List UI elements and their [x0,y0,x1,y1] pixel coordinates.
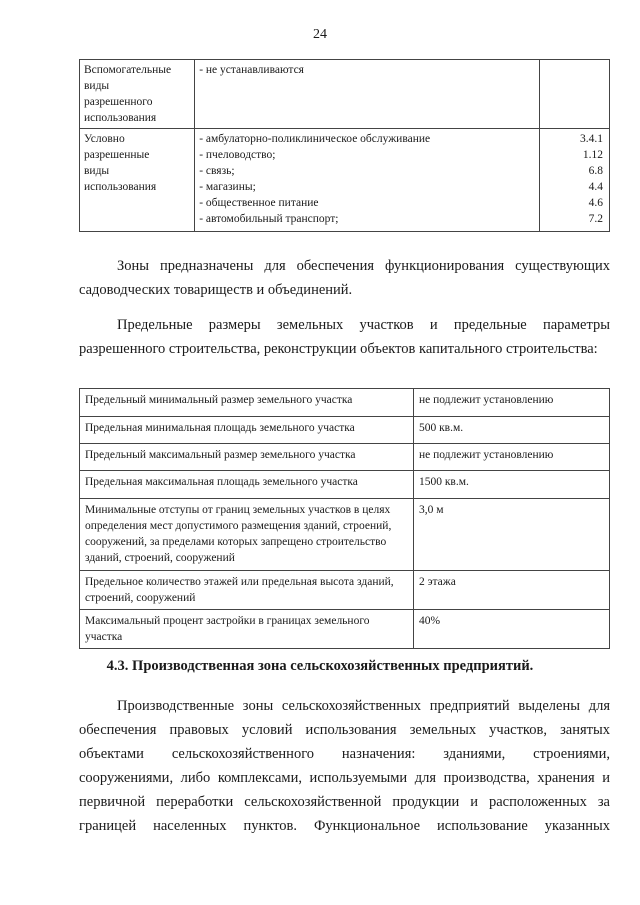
use-code: 7.2 [588,213,603,225]
use-category-cell [80,60,195,129]
param-value-cell: 1500 кв.м. [413,471,609,499]
use-item: - связь; [199,165,235,177]
param-name-cell: Предельная максимальная площадь земельного участка [80,471,414,499]
category-line: разрешенные [84,149,150,161]
param-name-cell: Предельная минимальная площадь земельного участка [80,417,414,444]
table-row [80,129,610,232]
category-line: виды [84,165,110,177]
table-row [80,444,610,471]
param-value-cell: не подлежит установлению [413,389,609,417]
table-row [80,60,610,129]
category-line: Вспомогательные [84,64,172,76]
use-items-cell [195,60,540,129]
use-item: - общественное питание [199,197,319,209]
use-code: 3.4.1 [580,133,603,145]
category-line: разрешенного [84,96,153,108]
param-name-cell: Предельный минимальный размер земельного участка [80,389,414,417]
table-row [80,499,610,571]
param-value-cell: не подлежит установлению [413,444,609,471]
category-line: Условно [84,133,125,145]
use-category-cell [80,129,195,232]
section-heading: 4.3. Производственная зона сельскохозяйственных предприятий. [106,658,534,674]
category-line: использования [84,181,157,193]
use-codes-cell [540,129,610,232]
use-item: - автомобильный транспорт; [199,213,339,225]
use-items-cell [195,129,540,232]
category-line: использования [84,112,157,124]
param-name-cell: Минимальные отступы от границ земельных участков в целях определения мест допустимого размещения зданий, строений, сооружений, за пределами которых запрещено строительство зданий, строений, сооружений [80,499,414,571]
use-code: 1.12 [582,149,603,161]
param-value-cell: 2 этажа [413,571,609,610]
table-row [80,417,610,444]
use-code: 6.8 [588,165,603,177]
page-number: 24 [313,27,327,42]
param-value-cell: 40% [413,610,609,649]
use-code: 4.4 [588,181,603,193]
table-row [80,389,610,417]
zones-purpose-paragraph: Зоны предназначены для обеспечения функционирования существующих садоводческих товариществ и объединений. [79,258,610,298]
permitted-uses-table [79,59,610,232]
use-item: - амбулаторно-поликлиническое обслуживание [199,133,431,145]
section-body-paragraph: Производственные зоны сельскохозяйственных предприятий выделены для обеспечения правовых условий использования земельных участков, занятых объектами сельскохозяйственного назначения: зданиями, строениями, сооружениями, либо комплексами, используемыми для производства, хранения и первичной переработки сельскохозяйственной продукции и расположенных за границей населенных пунктов. Функциональное использование указанных [79,698,610,834]
parameters-table [79,388,610,649]
param-name-cell: Предельное количество этажей или предельная высота зданий, строений, сооружений [80,571,414,610]
use-codes-cell [540,60,610,129]
category-line: виды [84,80,110,92]
param-name-cell: Максимальный процент застройки в границах земельного участка [80,610,414,649]
limits-intro-paragraph: Предельные размеры земельных участков и предельные параметры разрешенного строительства, реконструкции объектов капитального строительства: [79,317,610,357]
param-name-cell: Предельный максимальный размер земельного участка [80,444,414,471]
table-row [80,610,610,649]
use-item: - не устанавливаются [199,64,304,76]
use-item: - пчеловодство; [199,149,276,161]
param-value-cell: 500 кв.м. [413,417,609,444]
param-value-cell: 3,0 м [413,499,609,571]
use-item: - магазины; [199,181,256,193]
table-row [80,471,610,499]
use-code: 4.6 [588,197,603,209]
table-row [80,571,610,610]
